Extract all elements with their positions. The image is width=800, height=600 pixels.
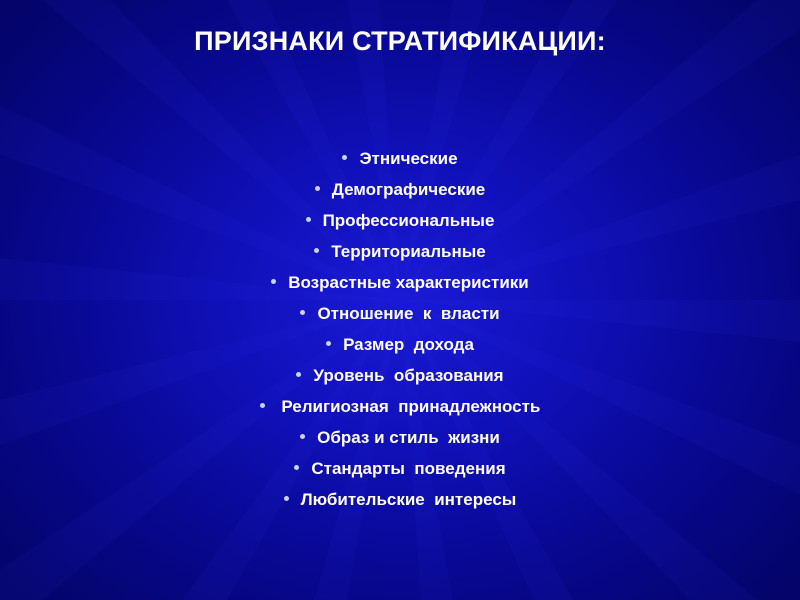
list-item: [0, 174, 800, 205]
list-item: [0, 236, 800, 267]
bullet-icon: [300, 434, 305, 439]
bullet-icon: [271, 279, 276, 284]
list-item-label: Этнические: [359, 149, 458, 168]
list-item-label: Любительские интересы: [300, 490, 517, 509]
list-item: [0, 298, 800, 329]
list-item-label: Размер дохода: [343, 335, 474, 354]
bullet-icon: [314, 248, 319, 253]
bullet-icon: [296, 372, 301, 377]
list-item: [0, 329, 800, 360]
bullet-icon: [315, 186, 320, 191]
list-item: [0, 391, 800, 422]
list-item-label: Профессиональные: [322, 211, 495, 230]
list-item-label: Демографические: [331, 180, 486, 199]
bullet-icon: [284, 496, 289, 501]
list-item-label: Возрастные характеристики: [288, 273, 529, 292]
slide-title: ПРИЗНАКИ СТРАТИФИКАЦИИ:: [194, 26, 606, 56]
bullet-icon: [326, 341, 331, 346]
list-item-label: Территориальные: [331, 242, 486, 261]
bullet-icon: [300, 310, 305, 315]
list-item: [0, 453, 800, 484]
list-item-label: Образ и стиль жизни: [317, 428, 500, 447]
bullet-icon: [294, 465, 299, 470]
list-item-label: Отношение к власти: [317, 304, 500, 323]
bullet-icon: [306, 217, 311, 222]
list-item-label: Стандарты поведения: [311, 459, 506, 478]
list-item: [0, 143, 800, 174]
list-item: [0, 484, 800, 515]
list-item: [0, 422, 800, 453]
list-item: [0, 205, 800, 236]
bullet-icon: [342, 155, 347, 160]
list-item-label: Религиозная принадлежность: [276, 397, 541, 416]
bullet-icon: [260, 403, 265, 408]
bullet-list: [0, 143, 800, 515]
list-item-label: Уровень образования: [313, 366, 504, 385]
list-item: [0, 360, 800, 391]
list-item: [0, 267, 800, 298]
